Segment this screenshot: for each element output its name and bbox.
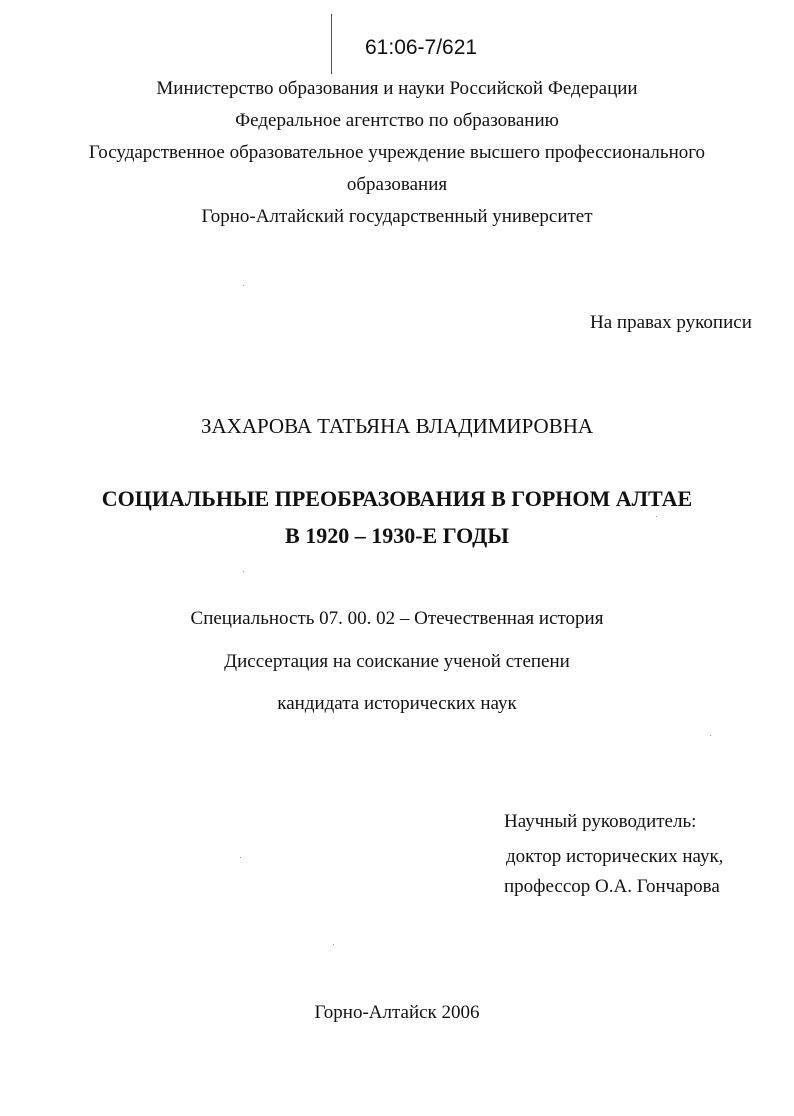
scan-speck bbox=[710, 735, 711, 736]
specialty-line: Специальность 07. 00. 02 – Отечественная история bbox=[190, 608, 604, 629]
institution-line-cont: образования bbox=[346, 174, 448, 195]
advisor-degree: доктор исторических наук, bbox=[506, 846, 724, 867]
scan-speck bbox=[656, 516, 657, 517]
advisor-name: профессор О.А. Гончарова bbox=[504, 876, 720, 897]
degree-line-1: Диссертация на соискание ученой степени bbox=[224, 651, 570, 672]
scan-speck bbox=[240, 857, 241, 858]
scan-speck bbox=[243, 571, 244, 572]
ministry-line: Министерство образования и науки Российской Федерации bbox=[156, 78, 638, 99]
degree-line-2: кандидата исторических наук bbox=[277, 693, 517, 714]
author-name: ЗАХАРОВА ТАТЬЯНА ВЛАДИМИРОВНА bbox=[200, 414, 594, 438]
advisor-label: Научный руководитель: bbox=[504, 811, 697, 832]
scan-speck bbox=[333, 944, 334, 945]
university-line: Горно-Алтайский государственный университет bbox=[201, 206, 593, 227]
scan-mark bbox=[331, 14, 332, 74]
catalog-code: 61:06-7/621 bbox=[365, 36, 478, 59]
agency-line: Федеральное агентство по образованию bbox=[235, 110, 559, 131]
institution-line: Государственное образовательное учреждение высшего профессионального bbox=[88, 142, 706, 163]
dissertation-title-line-2: В 1920 – 1930-Е ГОДЫ bbox=[285, 523, 509, 548]
manuscript-note: На правах рукописи bbox=[590, 312, 752, 333]
dissertation-title-line-1: СОЦИАЛЬНЫЕ ПРЕОБРАЗОВАНИЯ В ГОРНОМ АЛТАЕ bbox=[101, 486, 693, 511]
scan-speck bbox=[243, 285, 244, 286]
place-year: Горно-Алтайск 2006 bbox=[314, 1002, 480, 1023]
